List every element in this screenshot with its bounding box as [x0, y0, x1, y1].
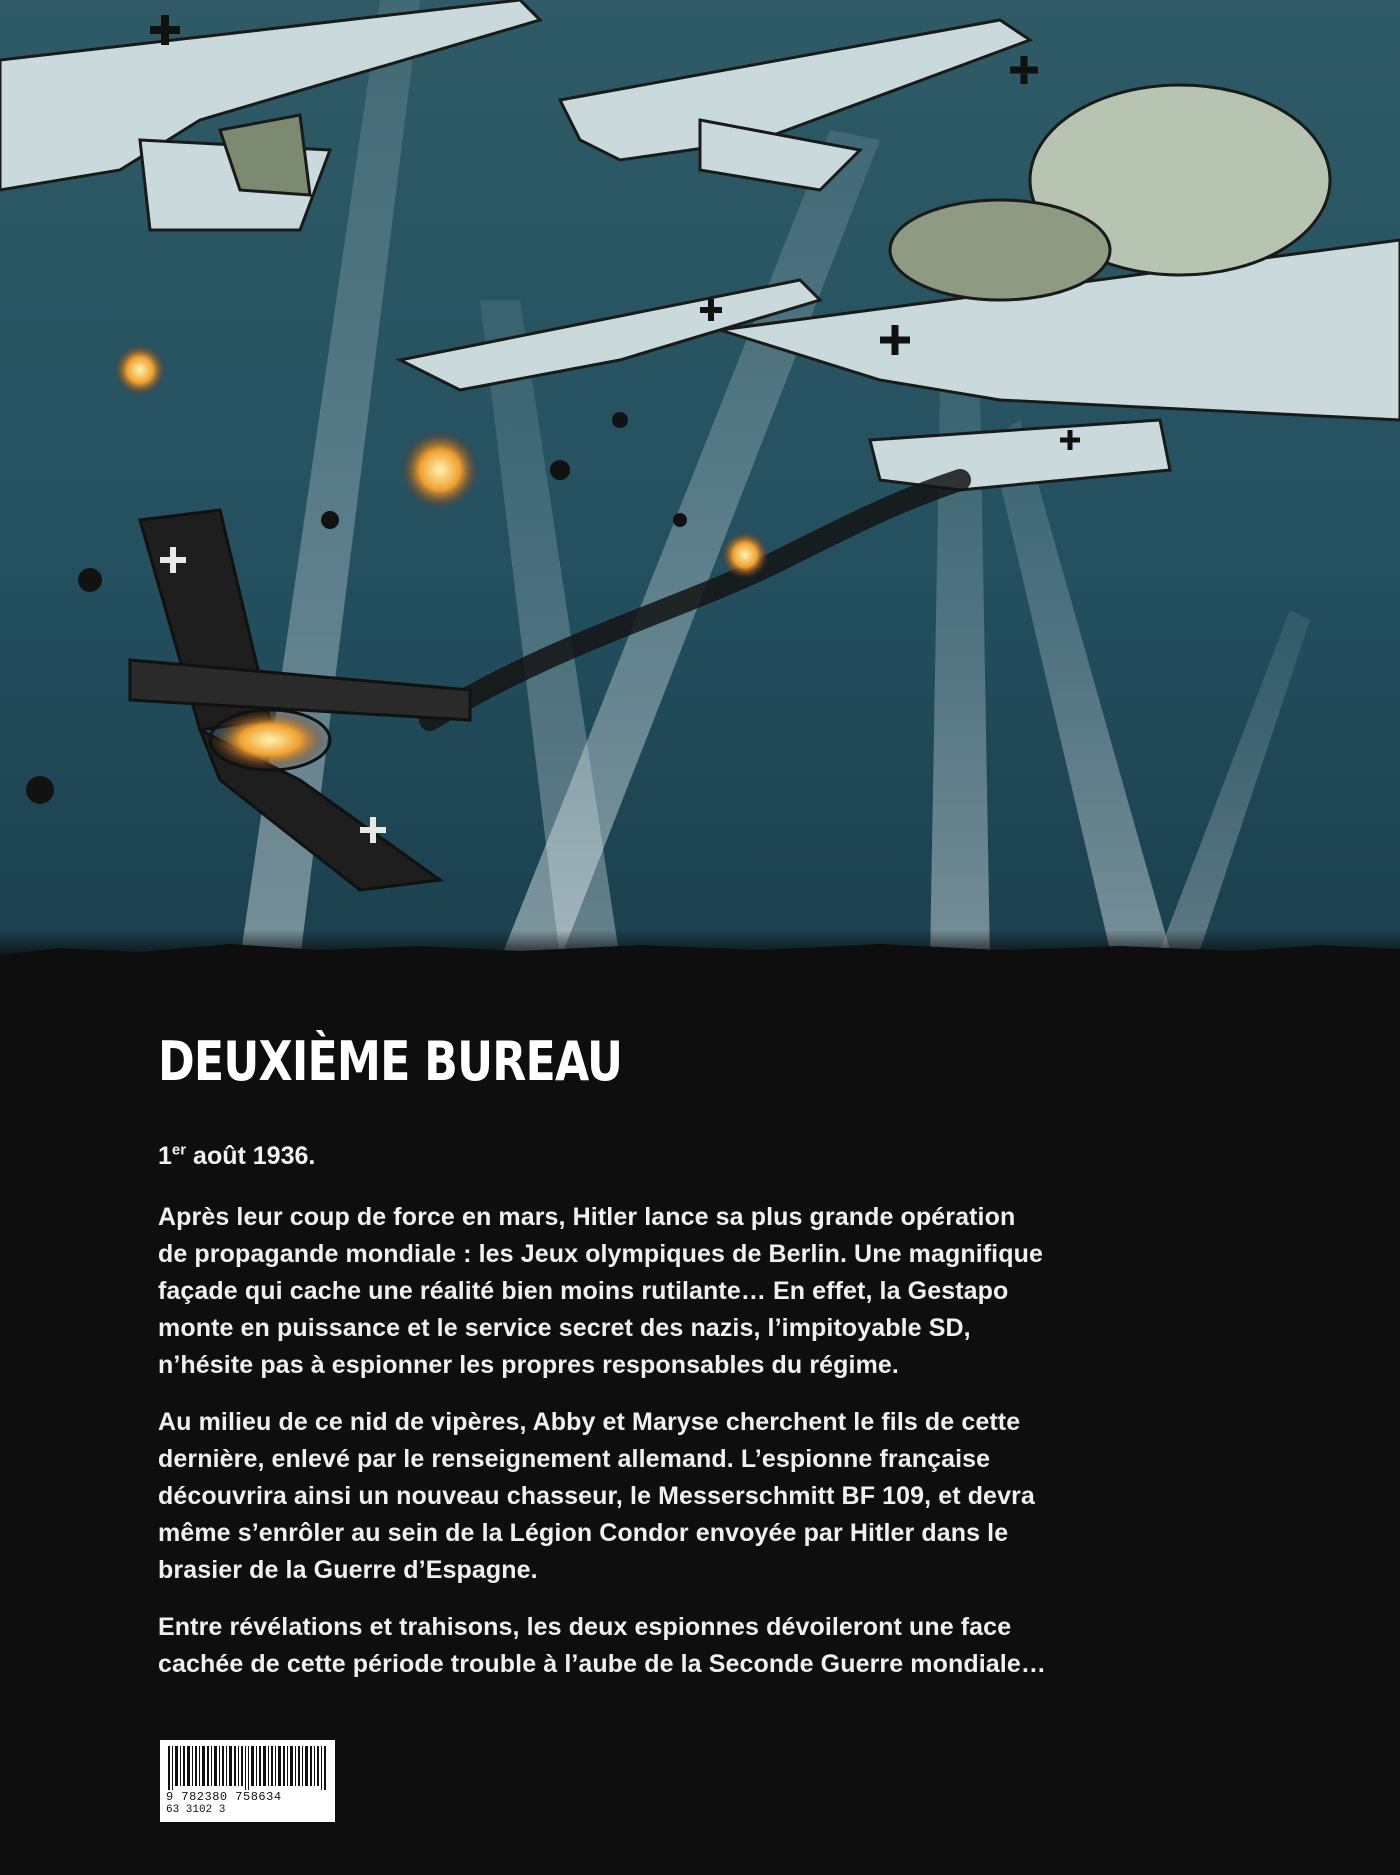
- story-date: [158, 1139, 1268, 1173]
- paragraph-line: monte en puissance et le service secret des nazis, l’impitoyable SD,: [158, 1314, 971, 1342]
- paragraph-line: Après leur coup de force en mars, Hitler lance sa plus grande opération: [158, 1203, 1016, 1231]
- paragraph-line: découvrira ainsi un nouveau chasseur, le Messerschmitt BF 109, et devra: [158, 1482, 1035, 1510]
- paragraph-line: cachée de cette période trouble à l’aube de la Seconde Guerre mondiale…: [158, 1650, 1046, 1678]
- back-cover-text: [158, 1030, 1268, 1703]
- summary-paragraph-2: [158, 1404, 1268, 1589]
- summary-paragraph-1: [158, 1199, 1268, 1384]
- paragraph-line: n’hésite pas à espionner les propres responsables du régime.: [158, 1351, 899, 1379]
- summary-paragraph-3: [158, 1609, 1268, 1683]
- date-ordinal: er: [171, 1141, 187, 1159]
- paragraph-line: dernière, enlevé par le renseignement allemand. L’espionne française: [158, 1445, 991, 1473]
- isbn-digits: 9 782380 758634: [166, 1790, 282, 1804]
- paragraph-line: Au milieu de ce nid de vipères, Abby et Maryse cherchent le fils de cette: [158, 1408, 1021, 1436]
- paragraph-line: Entre révélations et trahisons, les deux espionnes dévoileront une face: [158, 1613, 1012, 1641]
- paragraph-line: de propagande mondiale : les Jeux olympiques de Berlin. Une magnifique: [158, 1240, 1043, 1268]
- date-rest: août 1936.: [186, 1142, 316, 1170]
- isbn-barcode: [160, 1740, 335, 1822]
- paragraph-line: brasier de la Guerre d’Espagne.: [158, 1556, 538, 1584]
- date-day: 1: [158, 1142, 172, 1170]
- paragraph-line: même s’enrôler au sein de la Légion Condor envoyée par Hitler dans le: [158, 1519, 1009, 1547]
- paragraph-line: façade qui cache une réalité bien moins rutilante… En effet, la Gestapo: [158, 1277, 1009, 1305]
- product-code: 63 3102 3: [166, 1804, 226, 1816]
- barcode-bars: [166, 1746, 329, 1790]
- series-title: DEUXIÈME BUREAU: [158, 1030, 623, 1093]
